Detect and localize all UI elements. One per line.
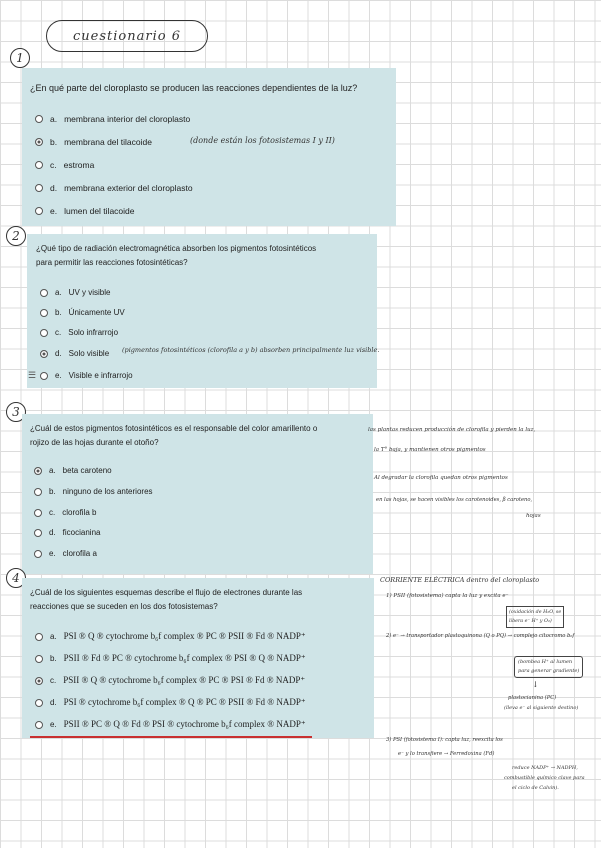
question-2-text-line1: ¿Qué tipo de radiación electromagnética absorben los pigmentos fotosintéticos: [36, 244, 317, 253]
q3-option-a[interactable]: [34, 466, 112, 475]
option-label: ninguno de los anteriores: [62, 487, 153, 496]
drag-handle-icon[interactable]: ☰: [28, 370, 37, 380]
question-number-1: 1: [10, 48, 30, 68]
q1-option-e[interactable]: [35, 206, 135, 216]
q1-option-d[interactable]: [35, 183, 193, 193]
question-4-text-line2: reacciones que se suceden en los dos fotosistemas?: [30, 602, 218, 611]
q4-option-b[interactable]: [35, 653, 306, 664]
q3-note-line5: hojas: [526, 513, 541, 519]
option-label: estroma: [63, 160, 95, 170]
option-label: Solo visible: [68, 349, 110, 358]
radio-button[interactable]: [35, 633, 43, 641]
question-2-text-line2: para permitir las reacciones fotosintéticas?: [36, 258, 188, 267]
radio-button-selected[interactable]: [40, 350, 48, 358]
option-letter: c.: [49, 508, 56, 517]
option-label: lumen del tilacoide: [64, 206, 135, 216]
radio-button[interactable]: [34, 529, 42, 537]
option-letter: c.: [50, 676, 57, 685]
q3-option-c[interactable]: [34, 508, 96, 517]
radio-button[interactable]: [35, 161, 43, 169]
q4-note-2-box: [514, 656, 583, 678]
q4-note-1b-line1: (oxidación de H₂O, se: [509, 610, 562, 615]
q4-note-3d: combustible químico clave para: [504, 775, 585, 781]
option-label: ficocianina: [62, 528, 101, 537]
radio-button[interactable]: [34, 509, 42, 517]
option-label: Únicamente UV: [68, 308, 125, 317]
option-label: membrana del tilacoide: [64, 137, 152, 147]
q1-option-c[interactable]: [35, 160, 94, 170]
option-letter: e.: [50, 720, 57, 729]
q1-option-a[interactable]: [35, 114, 190, 124]
radio-button[interactable]: [40, 329, 48, 337]
q3-note-line2: la T° baja, y mantienen otros pigmentos: [374, 447, 486, 453]
option-label: membrana exterior del cloroplasto: [64, 183, 193, 193]
q2-option-b[interactable]: [40, 308, 125, 317]
option-label: PSII ® Fd ® PC ® cytochrome b₆f complex ® PSI ® Q ® NADP⁺: [63, 653, 306, 663]
q4-note-2c-line2: para generar gradiente): [518, 668, 580, 674]
option-label: membrana interior del cloroplasto: [64, 114, 191, 124]
option-label: PSI ® cytochrome b₆f complex ® Q ® PC ® PSII ® Fd ® NADP⁺: [63, 697, 306, 707]
q4-option-e[interactable]: [35, 719, 306, 730]
radio-button[interactable]: [35, 207, 43, 215]
q3-option-e[interactable]: [34, 549, 97, 558]
radio-button[interactable]: [34, 550, 42, 558]
q4-note-heading: CORRIENTE ELÉCTRICA dentro del cloroplasto: [380, 576, 540, 584]
q3-note-line4: en las hojas, se hacen visibles los carotenoides, β caroteno,: [376, 497, 533, 503]
option-label: clorofila a: [62, 549, 97, 558]
question-number-2: 2: [6, 226, 26, 246]
question-1-text: ¿En qué parte del cloroplasto se producen las reacciones dependientes de la luz?: [30, 83, 358, 93]
q4-option-a[interactable]: [35, 631, 306, 642]
q4-note-3b: e⁻ y lo transfiere → Ferredoxina (Fd): [398, 751, 495, 757]
q4-note-2e: (lleva e⁻ al siguiente destino): [504, 705, 579, 711]
question-3-text-line1: ¿Cuál de estos pigmentos fotosintéticos es el responsable del color amarillento o: [30, 424, 318, 433]
q3-note-line3: Al degradar la clorofila quedan otros pigmentos: [374, 475, 508, 481]
q4-option-d[interactable]: [35, 697, 306, 708]
option-label: clorofila b: [62, 508, 97, 517]
option-label: PSII ® Q ® cytochrome b₆f complex ® PC ® PSI ® Fd ® NADP⁺: [63, 675, 306, 685]
q4-note-3e: el ciclo de Calvin).: [512, 785, 559, 791]
option-letter: b.: [50, 654, 57, 663]
radio-button[interactable]: [35, 184, 43, 192]
radio-button-selected[interactable]: [35, 677, 43, 685]
q2-option-c[interactable]: [40, 328, 118, 337]
underline-annotation: [30, 736, 312, 738]
option-letter: d.: [50, 183, 58, 193]
q3-option-b[interactable]: [34, 487, 153, 496]
radio-button[interactable]: [35, 115, 43, 123]
q4-note-3: 3) PSI (fotosistema I): capta luz, reexcita los: [386, 737, 503, 743]
option-label: PSII ® PC ® Q ® Fd ® PSI ® cytochrome b₆f complex ® NADP⁺: [63, 719, 306, 729]
option-label: Solo infrarrojo: [68, 328, 119, 337]
question-number-4: 4: [6, 568, 26, 588]
option-letter: a.: [50, 114, 58, 124]
radio-button[interactable]: [35, 655, 43, 663]
q4-note-2b-line1: (bombea H⁺ al lumen: [518, 659, 573, 665]
q4-option-c[interactable]: [35, 675, 305, 686]
page-title: cuestionario 6: [46, 20, 208, 52]
option-letter: c.: [55, 328, 62, 337]
option-label: beta caroteno: [62, 466, 112, 475]
q3-note-line1: las plantas reducen producción de clorofila y pierden la luz,: [368, 427, 536, 433]
option-letter: e.: [55, 371, 62, 380]
down-arrow-icon: ↓: [532, 680, 539, 689]
option-letter: c.: [50, 160, 57, 170]
option-letter: e.: [49, 549, 56, 558]
q1-handwritten-note: (donde están los fotosistemas I y II): [190, 136, 335, 145]
option-letter: e.: [50, 206, 58, 216]
q2-option-a[interactable]: [40, 288, 110, 297]
radio-button[interactable]: [40, 372, 48, 380]
q4-note-1: 1) PSII (fotosistema) capta la luz y excita e⁻: [386, 593, 509, 599]
option-label: PSI ® Q ® cytochrome b₆f complex ® PC ® PSII ® Fd ® NADP⁺: [63, 631, 306, 641]
q2-option-e[interactable]: [40, 371, 133, 380]
radio-button[interactable]: [40, 289, 48, 297]
question-3-text-line2: rojizo de las hojas durante el otoño?: [30, 438, 159, 447]
option-letter: d.: [55, 349, 62, 358]
radio-button-selected[interactable]: [35, 138, 43, 146]
option-letter: d.: [50, 698, 57, 707]
option-letter: b.: [49, 487, 56, 496]
q4-note-2: 2) e⁻ → transportador plastoquinona (Q o PQ) → complejo citocromo b₆f: [386, 633, 575, 639]
option-letter: b.: [50, 137, 58, 147]
q2-option-d[interactable]: [40, 349, 109, 358]
option-letter: a.: [55, 288, 62, 297]
q4-note-2d: plastocianina (PC): [508, 695, 557, 701]
q3-option-d[interactable]: [34, 528, 100, 537]
q2-handwritten-note: (pigmentos fotosintéticos (clorofila a y b) absorben principalmente luz visible.: [122, 346, 380, 354]
q1-option-b[interactable]: [35, 137, 152, 147]
option-label: Visible e infrarrojo: [68, 371, 133, 380]
radio-button[interactable]: [35, 699, 43, 707]
option-label: UV y visible: [68, 288, 111, 297]
radio-button[interactable]: [34, 488, 42, 496]
radio-button-selected[interactable]: [34, 467, 42, 475]
option-letter: d.: [49, 528, 56, 537]
radio-button[interactable]: [35, 721, 43, 729]
q4-note-1b: [506, 606, 564, 628]
question-number-3: 3: [6, 402, 26, 422]
question-4-text-line1: ¿Cuál de los siguientes esquemas describe el flujo de electrones durante las: [30, 588, 303, 597]
q4-note-3c: reduce NADP⁺ → NADPH,: [512, 765, 578, 771]
option-letter: a.: [49, 466, 56, 475]
option-letter: b.: [55, 308, 62, 317]
radio-button[interactable]: [40, 309, 48, 317]
q4-note-1c-line2: libera e⁻ H⁺ y O₂): [509, 619, 552, 624]
option-letter: a.: [50, 632, 57, 641]
